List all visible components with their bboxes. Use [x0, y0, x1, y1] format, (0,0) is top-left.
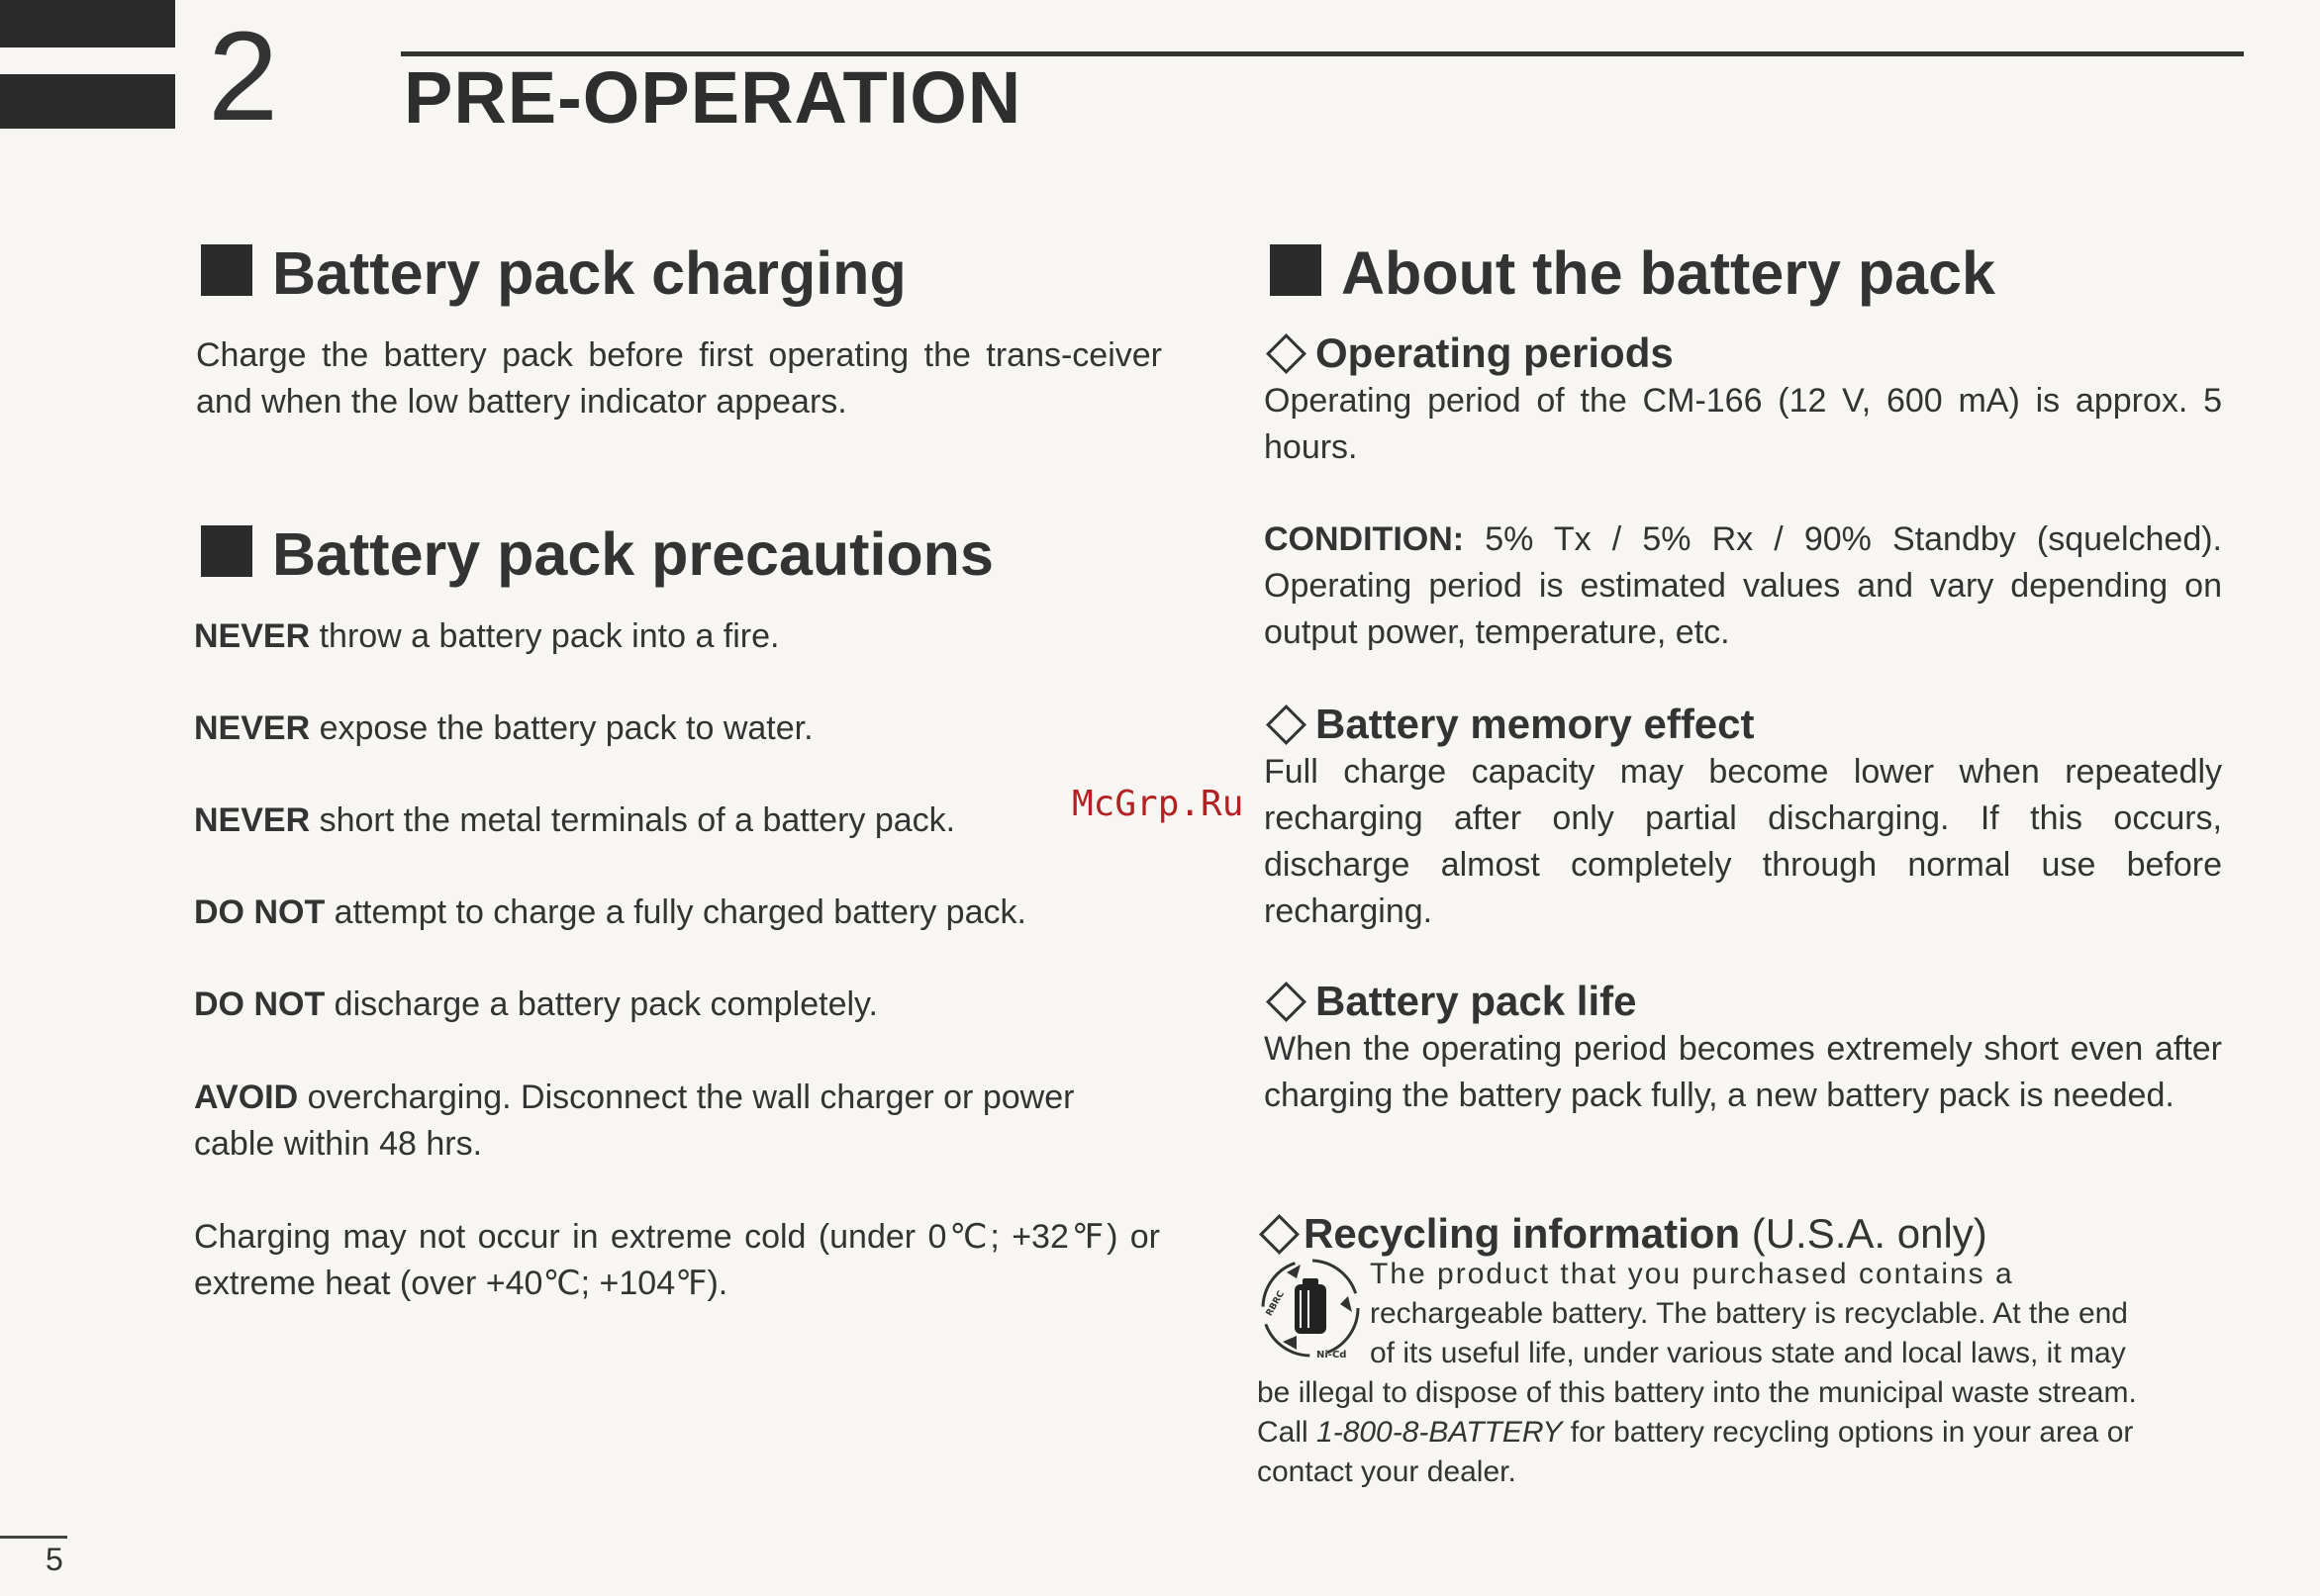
- condition-label: CONDITION:: [1264, 520, 1465, 558]
- subsection-memory-effect: [1264, 701, 1755, 747]
- diamond-icon: [1266, 333, 1306, 374]
- rbrc-recycling-seal-icon: [1257, 1255, 1364, 1361]
- subsection-title: Battery pack life: [1315, 978, 1637, 1024]
- precaution-text: short the metal terminals of a battery pack.: [310, 801, 956, 839]
- subsection-title: Recycling information: [1304, 1210, 1741, 1257]
- precaution-keyword: AVOID: [194, 1079, 299, 1116]
- subsection-title: Battery memory effect: [1315, 701, 1755, 747]
- precaution-item: [194, 890, 1164, 936]
- temperature-note: Charging may not occur in extreme cold (under 0℃; +32℉) or extreme heat (over +40℃; +104℉).: [194, 1218, 1160, 1302]
- precaution-keyword: DO NOT: [194, 986, 326, 1023]
- diamond-icon: [1266, 982, 1306, 1022]
- precaution-item: [194, 613, 1164, 660]
- operating-periods-text: Operating period of the CM-166 (12 V, 600 mA) is approx. 5 hours.: [1264, 382, 2222, 466]
- recycling-text-line: of its useful life, under various state and local laws, it may: [1370, 1337, 2126, 1369]
- footer-rule: [0, 1536, 67, 1539]
- charging-text: Charge the battery pack before first operating the trans-ceiver and when the low battery indicator appears.: [196, 336, 1162, 421]
- precaution-text: overcharging. Disconnect the wall charger or power cable within 48 hrs.: [194, 1079, 1075, 1163]
- precaution-text: expose the battery pack to water.: [310, 709, 814, 747]
- precaution-keyword: NEVER: [194, 709, 311, 747]
- recycling-call-line: [1257, 1413, 2207, 1453]
- section-square-icon: [201, 525, 252, 577]
- precaution-keyword: NEVER: [194, 617, 311, 655]
- subsection-title: Operating periods: [1315, 329, 1674, 376]
- diamond-icon: [1266, 704, 1306, 745]
- page-number: 5: [46, 1542, 63, 1577]
- seal-text-bottom: Ni-Cd: [1316, 1350, 1347, 1361]
- recycling-phone-number: 1-800-8-BATTERY: [1316, 1416, 1563, 1449]
- section-title: Battery pack precautions: [272, 520, 994, 588]
- precaution-item: [194, 798, 1164, 844]
- call-prefix: Call: [1257, 1416, 1317, 1449]
- section-battery-pack-charging: [201, 239, 907, 307]
- watermark: McGrp.Ru: [1072, 784, 1244, 824]
- precaution-text: throw a battery pack into a fire.: [310, 617, 780, 655]
- chapter-title: PRE-OPERATION: [404, 56, 1022, 139]
- precaution-item: [194, 982, 1164, 1028]
- subsection-operating-periods: [1264, 329, 1674, 376]
- subsection-title-suffix: (U.S.A. only): [1740, 1210, 1987, 1257]
- section-about-battery-pack: [1270, 239, 1995, 307]
- chapter-tab-bottom: [0, 74, 175, 129]
- section-battery-pack-precautions: [201, 520, 994, 588]
- condition-text: [1264, 516, 2222, 656]
- chapter-number: 2: [208, 6, 279, 147]
- chapter-tab-top: [0, 0, 175, 47]
- condition-body: 5% Tx / 5% Rx / 90% Standby (squelched). Operating period is estimated values and vary depending on output power, temperature, etc.: [1264, 520, 2222, 651]
- precaution-item: [194, 705, 1164, 752]
- recycling-text-line: The product that you purchased contains a: [1370, 1258, 2014, 1290]
- recycling-text-line: contact your dealer.: [1257, 1455, 1516, 1488]
- call-suffix: for battery recycling options in your area or: [1562, 1416, 2134, 1449]
- section-title: About the battery pack: [1341, 239, 1995, 307]
- memory-effect-text: Full charge capacity may become lower when repeatedly recharging after only partial discharging. If this occurs, discharge almost completely through normal use before recharging.: [1264, 753, 2222, 930]
- recycling-text-line: rechargeable battery. The battery is recyclable. At the end: [1370, 1297, 2128, 1330]
- precaution-text: attempt to charge a fully charged battery pack.: [325, 893, 1026, 931]
- recycling-text-line: be illegal to dispose of this battery into the municipal waste stream.: [1257, 1376, 2137, 1409]
- diamond-icon: [1259, 1214, 1300, 1255]
- subsection-recycling-information: [1257, 1210, 1987, 1257]
- precaution-keyword: NEVER: [194, 801, 311, 839]
- battery-pack-life-text: When the operating period becomes extremely short even after charging the battery pack fully, a new battery pack is needed.: [1264, 1030, 2222, 1114]
- section-title: Battery pack charging: [272, 239, 907, 307]
- seal-text-top: RBRC: [1264, 1289, 1287, 1318]
- precaution-keyword: DO NOT: [194, 893, 326, 931]
- section-square-icon: [1270, 244, 1321, 296]
- precaution-text: discharge a battery pack completely.: [325, 986, 878, 1023]
- precaution-item: [194, 1075, 1164, 1168]
- subsection-battery-pack-life: [1264, 978, 1637, 1024]
- section-square-icon: [201, 244, 252, 296]
